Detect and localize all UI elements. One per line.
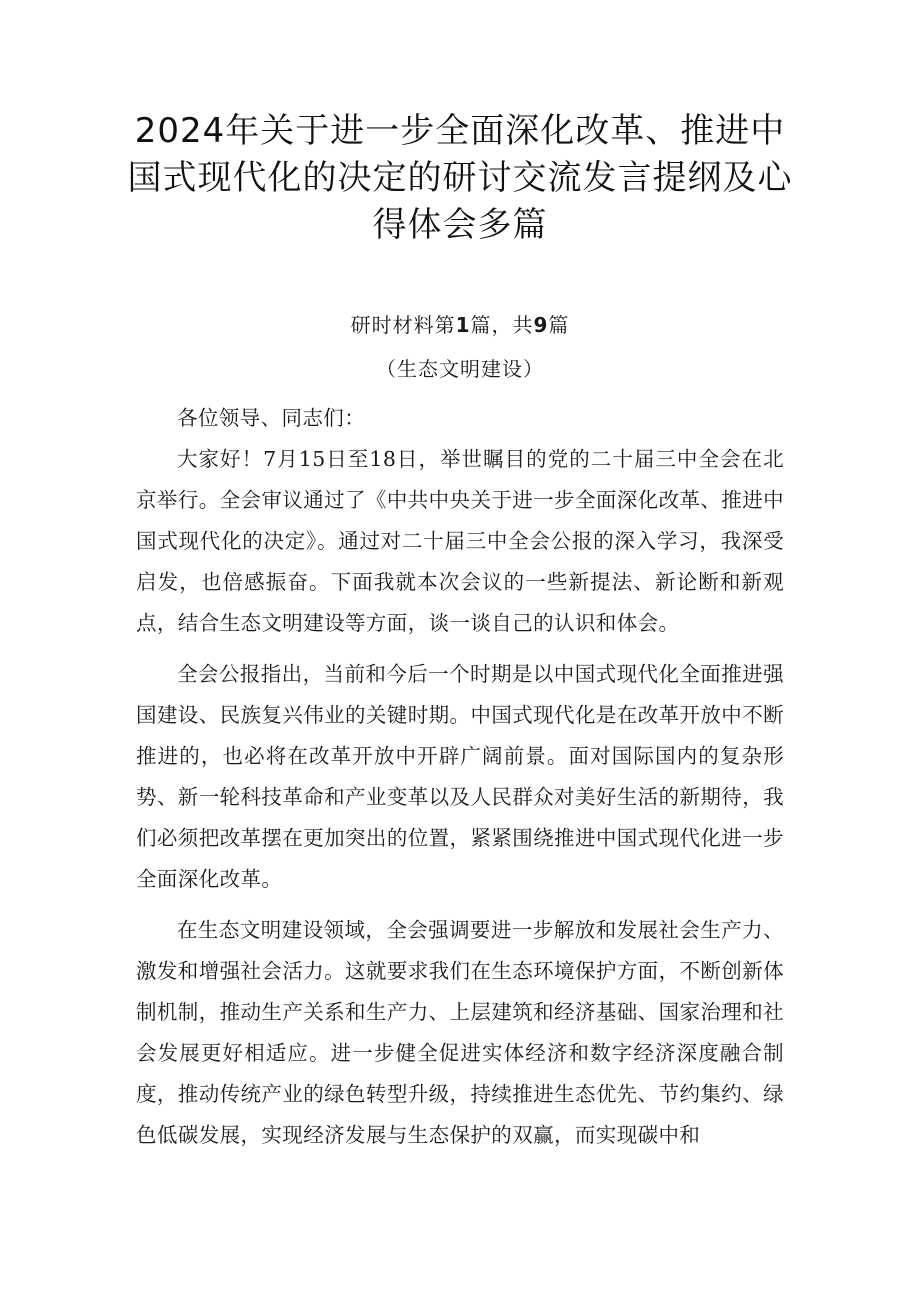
- paragraph: 大家好！7月15日至18日，举世瞩目的党的二十届三中全会在北京举行。全会审议通过了《中共中央关于进一步全面深化改革、推进中国式现代化的决定》。通过对二十届三中全会公报的深入学习，我深受启发，也倍感振奋。下面我就本次会议的一些新提法、新论断和新观点，结合生态文明建设等方面，谈一谈自己的认识和体会。: [136, 447, 784, 635]
- document-count-line: [0, 312, 920, 338]
- document-title: 2024年关于进一步全面深化改革、推进中国式现代化的决定的研讨交流发言提纲及心得体会多篇: [127, 111, 793, 245]
- paragraph: 在生态文明建设领域，全会强调要进一步解放和发展社会生产力、激发和增强社会活力。这就要求我们在生态环境保护方面，不断创新体制机制，推动生产关系和生产力、上层建筑和经济基础、国家治理和社会发展更好相适应。进一步健全促进实体经济和数字经济深度融合制度，推动传统产业的绿色转型升级，持续推进生态优先、节约集约、绿色低碳发展，实现经济发展与生态保护的双赢，而实现碳中和: [136, 918, 784, 1147]
- count-prefix: 研时材料第: [350, 313, 456, 337]
- paragraph: 全会公报指出，当前和今后一个时期是以中国式现代化全面推进强国建设、民族复兴伟业的关键时期。中国式现代化是在改革开放中不断推进的，也必将在改革开放中开辟广阔前景。面对国际国内的复杂形势、新一轮科技革命和产业变革以及人民群众对美好生活的新期待，我们必须把改革摆在更加突出的位置，紧紧围绕推进中国式现代化进一步全面深化改革。: [136, 662, 784, 891]
- salutation: 各位领导、同志们：: [177, 406, 366, 430]
- document-body: [136, 398, 784, 1166]
- count-current: 1: [455, 313, 471, 337]
- count-total: 9: [533, 313, 549, 337]
- count-suffix: 篇: [548, 313, 570, 337]
- document-topic: （生态文明建设）: [376, 357, 544, 381]
- count-mid: 篇，共: [470, 313, 534, 337]
